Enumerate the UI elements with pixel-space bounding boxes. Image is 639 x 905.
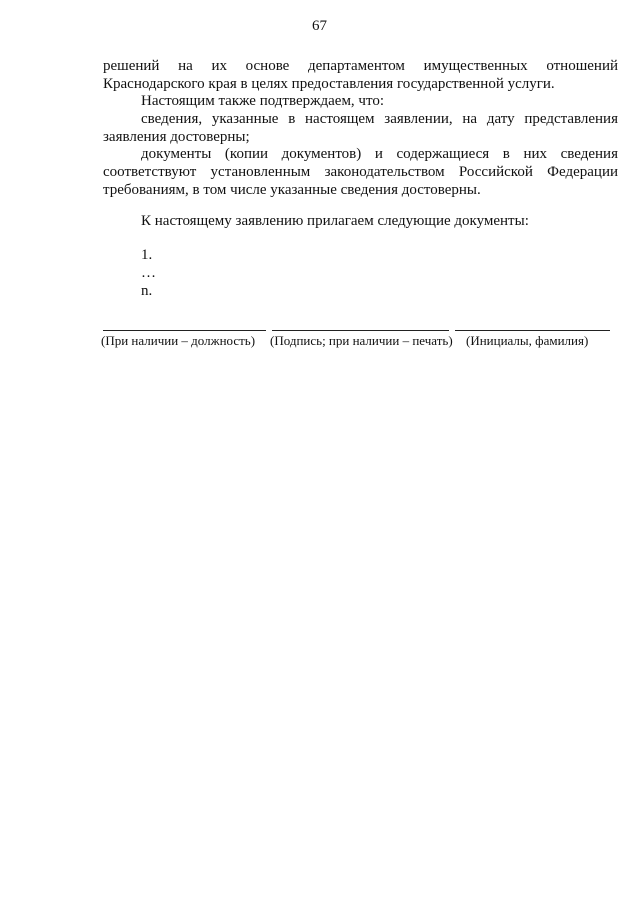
list-item: n.	[141, 283, 153, 299]
position-signature-line	[103, 330, 266, 331]
paragraph-line: требованиям, в том числе указанные сведения достоверны.	[103, 182, 481, 198]
list-item: …	[141, 265, 156, 281]
position-caption: (При наличии – должность)	[101, 333, 256, 348]
list-item: 1.	[141, 247, 153, 263]
signature-caption: (Подпись; при наличии – печать)	[270, 333, 453, 348]
paragraph-information-reliable	[103, 110, 618, 146]
page-number: 67	[312, 18, 327, 34]
paragraph-confirmation: Настоящим также подтверждаем, что:	[141, 93, 385, 109]
name-caption: (Инициалы, фамилия)	[466, 333, 589, 348]
paragraph-attachments-intro: К настоящему заявлению прилагаем следующие документы:	[141, 213, 529, 229]
paragraph-line: документы (копии документов) и содержащиеся в них сведения	[141, 146, 618, 162]
paragraph-documents-comply	[103, 145, 618, 199]
paragraph-line: Краснодарского края в целях предоставления государственной услуги.	[103, 76, 555, 92]
paragraph-decisions	[103, 57, 618, 93]
paragraph-line: сведения, указанные в настоящем заявлении, на дату представления	[141, 111, 618, 127]
attachments-list	[141, 246, 156, 300]
signature-line	[272, 330, 449, 331]
paragraph-line: решений на их основе департаментом имущественных отношений	[103, 58, 618, 74]
paragraph-line: соответствуют установленным законодательством Российской Федерации	[103, 164, 618, 180]
paragraph-line: заявления достоверны;	[103, 129, 250, 145]
name-signature-line	[455, 330, 610, 331]
